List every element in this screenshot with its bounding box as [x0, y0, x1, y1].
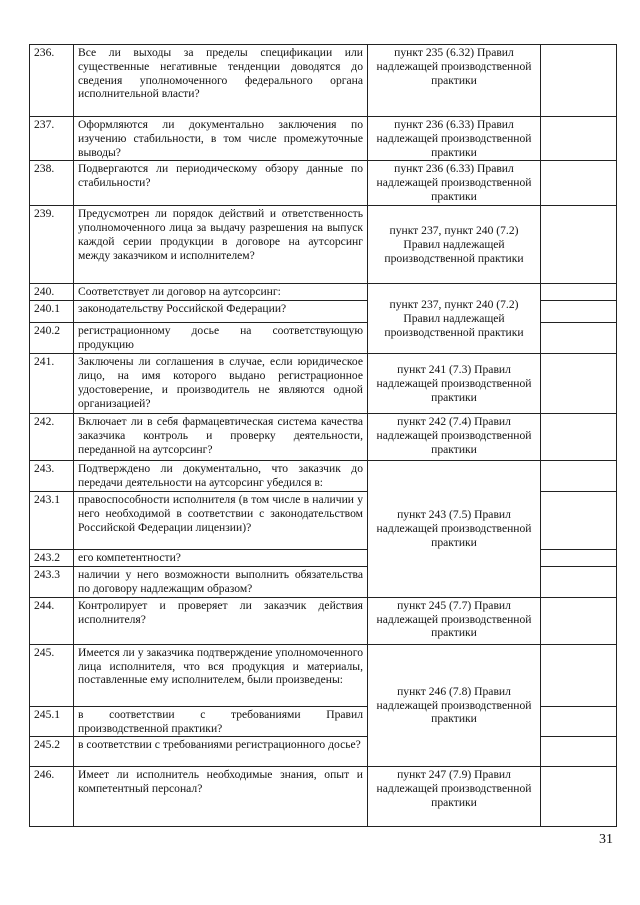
row-number: 245.2	[30, 737, 74, 767]
answer-cell	[541, 737, 617, 767]
question-text: Все ли выходы за пределы спецификации или существенные негативные тенденции доводятся до сведения уполномоченного федерального органа исполнительной власти?	[74, 45, 368, 117]
rule-reference: пункт 237, пункт 240 (7.2) Правил надлежащей производственной практики	[368, 284, 541, 354]
rule-reference: пункт 236 (6.33) Правил надлежащей производственной практики	[368, 161, 541, 206]
question-text: Заключены ли соглашения в случае, если юридическое лицо, на имя которого выдано регистрационное удостоверение, и производитель не являются одной организацией?	[74, 354, 368, 414]
answer-cell	[541, 550, 617, 567]
answer-cell	[541, 117, 617, 161]
row-number: 238.	[30, 161, 74, 206]
answer-cell	[541, 354, 617, 414]
row-number: 245.1	[30, 706, 74, 737]
question-text: наличии у него возможности выполнить обязательства по договору надлежащим образом?	[74, 567, 368, 598]
answer-cell	[541, 284, 617, 301]
question-text: Имеет ли исполнитель необходимые знания, опыт и компетентный персонал?	[74, 767, 368, 827]
rule-reference: пункт 246 (7.8) Правил надлежащей производственной практики	[368, 644, 541, 767]
question-text: в соответствии с требованиями Правил производственной практики?	[74, 706, 368, 737]
question-text: регистрационному досье на соответствующую продукцию	[74, 323, 368, 354]
answer-cell	[541, 767, 617, 827]
row-number: 243.	[30, 461, 74, 492]
table-row	[30, 284, 617, 301]
question-text: Предусмотрен ли порядок действий и ответственность уполномоченного лица за выдачу разрешения на выпуск каждой серии продукции в договоре на аутсорсинг между заказчиком и исполнителем?	[74, 206, 368, 284]
answer-cell	[541, 461, 617, 492]
answer-cell	[541, 161, 617, 206]
rule-reference: пункт 235 (6.32) Правил надлежащей производственной практики	[368, 45, 541, 117]
rule-reference: пункт 243 (7.5) Правил надлежащей производственной практики	[368, 461, 541, 597]
page-number: 31	[599, 832, 613, 847]
answer-cell	[541, 492, 617, 550]
row-number: 245.	[30, 644, 74, 706]
question-text: Оформляются ли документально заключения по изучению стабильности, в том числе промежуточные выводы?	[74, 117, 368, 161]
table-row	[30, 597, 617, 644]
table-row	[30, 461, 617, 492]
rule-reference: пункт 242 (7.4) Правил надлежащей производственной практики	[368, 414, 541, 461]
row-number: 242.	[30, 414, 74, 461]
rule-reference: пункт 247 (7.9) Правил надлежащей производственной практики	[368, 767, 541, 827]
row-number: 240.1	[30, 301, 74, 323]
table-row	[30, 644, 617, 706]
row-number: 240.	[30, 284, 74, 301]
row-number: 236.	[30, 45, 74, 117]
question-text: Подтверждено ли документально, что заказчик до передачи деятельности на аутсорсинг убедился в:	[74, 461, 368, 492]
question-text: в соответствии с требованиями регистрационного досье?	[74, 737, 368, 767]
answer-cell	[541, 597, 617, 644]
question-text: законодательству Российской Федерации?	[74, 301, 368, 323]
question-text: Имеется ли у заказчика подтверждение уполномоченного лица исполнителя, что вся продукция и материалы, поставленные ему исполнителем, были произведены:	[74, 644, 368, 706]
table-row	[30, 45, 617, 117]
question-text: правоспособности исполнителя (в том числе в наличии у него необходимой в соответствии с законодательством Российской Федерации лицензии)?	[74, 492, 368, 550]
question-text: Контролирует и проверяет ли заказчик действия исполнителя?	[74, 597, 368, 644]
row-number: 243.3	[30, 567, 74, 598]
answer-cell	[541, 323, 617, 354]
question-text: Подвергаются ли периодическому обзору данные по стабильности?	[74, 161, 368, 206]
question-text: Включает ли в себя фармацевтическая система качества заказчика контроль и проверку деятельности, переданной на аутсорсинг?	[74, 414, 368, 461]
rule-reference: пункт 236 (6.33) Правил надлежащей производственной практики	[368, 117, 541, 161]
row-number: 240.2	[30, 323, 74, 354]
table-row	[30, 161, 617, 206]
answer-cell	[541, 706, 617, 737]
table-row	[30, 414, 617, 461]
rule-reference: пункт 237, пункт 240 (7.2) Правил надлежащей производственной практики	[368, 206, 541, 284]
table-row	[30, 354, 617, 414]
question-text: его компетентности?	[74, 550, 368, 567]
row-number: 237.	[30, 117, 74, 161]
answer-cell	[541, 567, 617, 598]
answer-cell	[541, 45, 617, 117]
table-row	[30, 767, 617, 827]
rule-reference: пункт 241 (7.3) Правил надлежащей производственной практики	[368, 354, 541, 414]
answer-cell	[541, 301, 617, 323]
answer-cell	[541, 206, 617, 284]
row-number: 243.2	[30, 550, 74, 567]
row-number: 244.	[30, 597, 74, 644]
rule-reference: пункт 245 (7.7) Правил надлежащей производственной практики	[368, 597, 541, 644]
row-number: 246.	[30, 767, 74, 827]
table-row	[30, 117, 617, 161]
row-number: 241.	[30, 354, 74, 414]
table-row	[30, 206, 617, 284]
question-text: Соответствует ли договор на аутсорсинг:	[74, 284, 368, 301]
checklist-table	[29, 44, 617, 827]
answer-cell	[541, 644, 617, 706]
row-number: 243.1	[30, 492, 74, 550]
answer-cell	[541, 414, 617, 461]
row-number: 239.	[30, 206, 74, 284]
